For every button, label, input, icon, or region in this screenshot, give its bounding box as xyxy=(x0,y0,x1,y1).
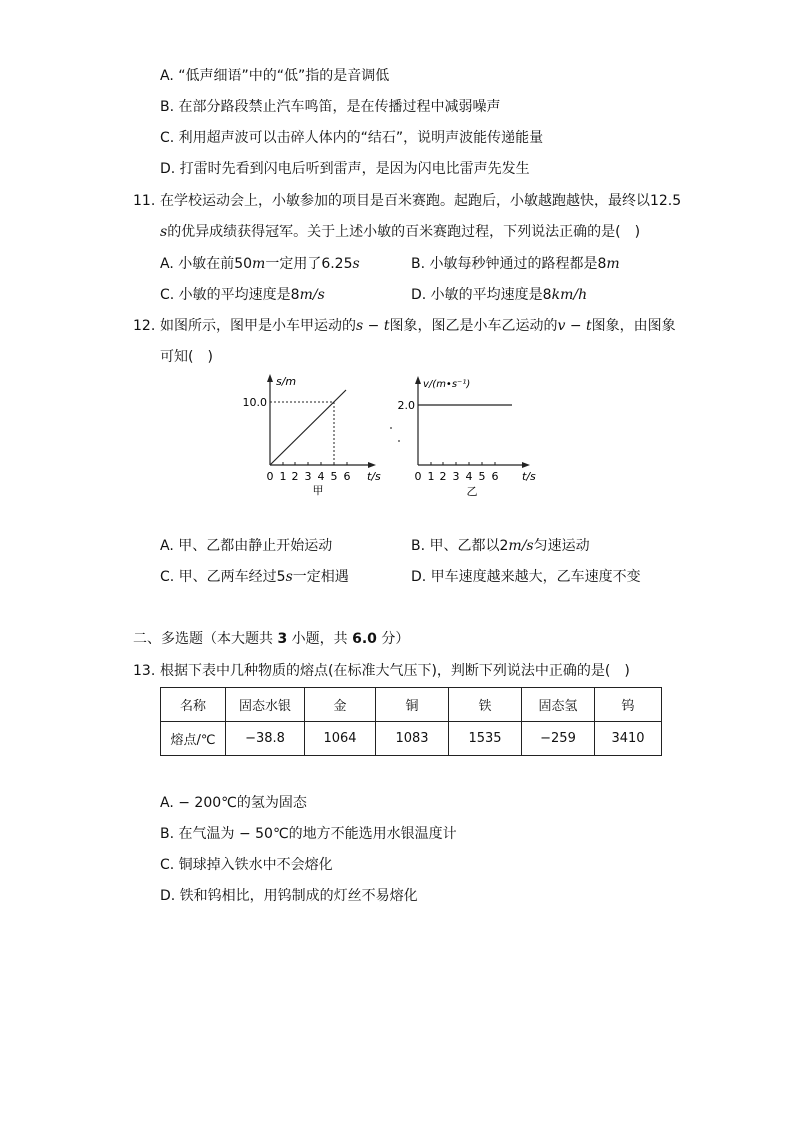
yi-y-label: v/(m•s⁻¹) xyxy=(423,379,471,390)
q11-stem-line2 xyxy=(160,222,640,242)
yi-x-tick-4: 4 xyxy=(465,470,473,483)
table-cell: 1535 xyxy=(449,722,522,756)
table-cell: −259 xyxy=(522,722,595,756)
q12-st-symbol: s − t xyxy=(356,318,390,334)
q10-option-b: B. 在部分路段禁止汽车鸣笛，是在传播过程中减弱噪声 xyxy=(160,99,501,115)
jia-y-label: s/m xyxy=(276,375,297,388)
melting-point-table xyxy=(160,687,662,756)
q12-c-text: C. 甲、乙两车经过5 xyxy=(160,569,286,585)
q11-a-text2: 一定用了6.25 xyxy=(265,256,353,272)
q11-stem-line1: 在学校运动会上，小敏参加的项目是百米赛跑。起跑后，小敏越跑越快，最终以12.5 xyxy=(160,193,682,209)
q11-option-c xyxy=(160,285,325,305)
q11-b-text: B. 小敏每秒钟通过的路程都是8 xyxy=(411,256,607,272)
q11-number: 11. xyxy=(133,193,156,209)
yi-x-tick-5: 5 xyxy=(478,470,486,483)
table-cell: 名称 xyxy=(161,688,226,722)
q12-b-text: B. 甲、乙都以2 xyxy=(411,538,509,554)
table-cell: 金 xyxy=(305,688,376,722)
section2-mid: 小题，共 xyxy=(287,631,353,647)
jia-data-line xyxy=(270,390,346,465)
q10-option-d: D. 打雷时先看到闪电后听到雷声，是因为闪电比雷声先发生 xyxy=(160,161,530,177)
q11-option-b xyxy=(411,254,620,274)
yi-x-tick-2: 2 xyxy=(439,470,447,483)
q11-c-unit: m/s xyxy=(299,287,325,303)
q11-stem-line2-text: 的优异成绩获得冠军。关于上述小敏的百米赛跑过程，下列说法正确的是( ) xyxy=(167,224,641,240)
q11-c-text: C. 小敏的平均速度是8 xyxy=(160,287,300,303)
q13-option-c: C. 铜球掉入铁水中不会熔化 xyxy=(160,857,333,873)
section2-count: 3 xyxy=(277,631,288,647)
table-cell: 熔点/℃ xyxy=(161,722,226,756)
q12-stem-line2: 可知( ) xyxy=(160,349,213,365)
jia-x-tick-0: 0 xyxy=(266,470,274,483)
q13-option-b: B. 在气温为 − 50℃的地方不能选用水银温度计 xyxy=(160,826,457,842)
yi-x-tick-0: 0 xyxy=(414,470,422,483)
yi-x-tick-6: 6 xyxy=(491,470,499,483)
jia-x-tick-5: 5 xyxy=(330,470,338,483)
yi-x-label: t/s xyxy=(522,470,536,483)
q12-vt-symbol: v − t xyxy=(557,318,592,334)
table-cell: 3410 xyxy=(595,722,662,756)
jia-x-label: t/s xyxy=(367,470,381,483)
q12-c-text2: 一定相遇 xyxy=(292,569,349,585)
table-cell: 固态氢 xyxy=(522,688,595,722)
q12-stem-line1 xyxy=(160,316,676,336)
table-row xyxy=(161,722,662,756)
q13-number: 13. xyxy=(133,663,156,679)
q12-option-c xyxy=(160,567,349,587)
q11-d-text: D. 小敏的平均速度是8 xyxy=(411,287,552,303)
table-cell: 铁 xyxy=(449,688,522,722)
q11-a-unit-s: s xyxy=(352,256,360,272)
table-cell: 1064 xyxy=(305,722,376,756)
section2-score: 6.0 xyxy=(352,631,377,647)
figure-yi-vt-graph xyxy=(388,372,548,500)
q13-stem: 根据下表中几种物质的熔点(在标准大气压下)，判断下列说法中正确的是( ) xyxy=(160,663,630,679)
table-cell: −38.8 xyxy=(226,722,305,756)
yi-x-tick-1: 1 xyxy=(427,470,435,483)
q12-number: 12. xyxy=(133,318,156,334)
table-header-row xyxy=(161,688,662,722)
yi-caption: 乙 xyxy=(466,485,478,498)
jia-x-tick-3: 3 xyxy=(304,470,312,483)
q12-c-unit-s: s xyxy=(285,569,293,585)
table-cell: 铜 xyxy=(376,688,449,722)
q12-option-d: D. 甲车速度越来越大，乙车速度不变 xyxy=(411,569,641,585)
jia-x-tick-2: 2 xyxy=(291,470,299,483)
q12-b-text2: 匀速运动 xyxy=(533,538,590,554)
jia-y-tick: 10.0 xyxy=(242,396,267,409)
q12-text-a: 如图所示，图甲是小车甲运动的 xyxy=(160,318,356,334)
jia-caption: 甲 xyxy=(312,484,324,497)
q12-text-c: 图象，由图象 xyxy=(591,318,676,334)
q10-option-a: A. “低声细语”中的“低”指的是音调低 xyxy=(160,68,390,84)
yi-y-arrow xyxy=(415,376,421,384)
q12-option-a: A. 甲、乙都由静止开始运动 xyxy=(160,538,333,554)
jia-x-tick-1: 1 xyxy=(279,470,287,483)
q11-a-text: A. 小敏在前50 xyxy=(160,256,253,272)
figure-jia-st-graph xyxy=(240,372,390,500)
jia-x-tick-6: 6 xyxy=(343,470,351,483)
q11-d-unit: km/h xyxy=(551,287,588,303)
section2-suffix: 分） xyxy=(376,631,410,647)
q11-option-d xyxy=(411,285,587,305)
q11-option-a xyxy=(160,254,360,274)
table-cell: 1083 xyxy=(376,722,449,756)
q12-text-b: 图象，图乙是小车乙运动的 xyxy=(389,318,558,334)
jia-x-arrow xyxy=(368,462,376,468)
q12-option-b xyxy=(411,536,590,556)
jia-x-tick-4: 4 xyxy=(317,470,325,483)
q12-b-unit: m/s xyxy=(508,538,534,554)
yi-x-tick-3: 3 xyxy=(452,470,460,483)
jia-y-arrow xyxy=(267,374,273,382)
q11-a-unit-m: m xyxy=(252,256,266,272)
table-cell: 固态水银 xyxy=(226,688,305,722)
q10-option-c: C. 利用超声波可以击碎人体内的“结石”，说明声波能传递能量 xyxy=(160,130,544,146)
yi-x-arrow xyxy=(522,462,530,468)
q13-option-a: A. − 200℃的氢为固态 xyxy=(160,795,307,811)
q11-b-unit-m: m xyxy=(606,256,620,272)
table-cell: 钨 xyxy=(595,688,662,722)
q11-unit-s: s xyxy=(160,224,168,240)
yi-y-tick: 2.0 xyxy=(397,399,415,412)
section2-heading xyxy=(133,629,409,649)
section2-prefix: 二、多选题（本大题共 xyxy=(133,631,278,647)
q13-option-d: D. 铁和钨相比，用钨制成的灯丝不易熔化 xyxy=(160,888,418,904)
